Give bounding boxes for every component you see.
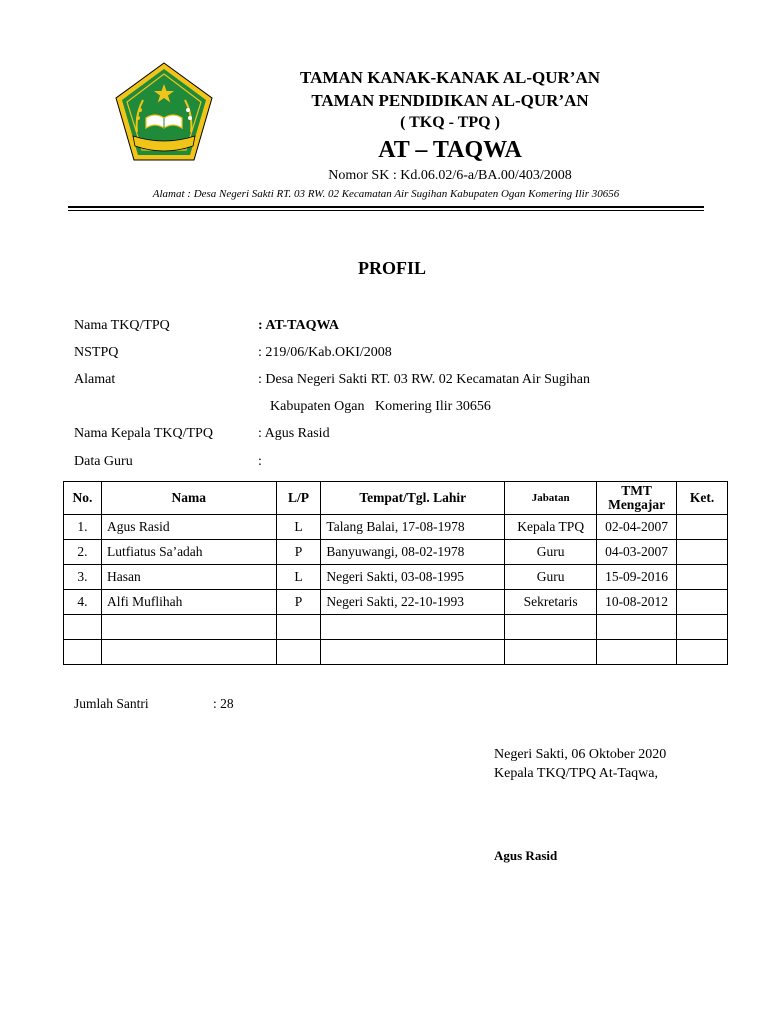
signature-role: Kepala TKQ/TPQ At-Taqwa, <box>494 766 659 781</box>
cell-tmt <box>597 615 677 640</box>
header-divider-thin <box>68 210 704 211</box>
cell-ket <box>677 565 728 590</box>
cell-no: 3. <box>64 565 102 590</box>
cell-lp <box>276 615 321 640</box>
cell-ket <box>677 590 728 615</box>
cell-lp: L <box>276 515 321 540</box>
col-header-tmt-line2: Mengajar <box>608 497 666 512</box>
cell-ket <box>677 515 728 540</box>
cell-jabatan: Guru <box>505 565 597 590</box>
cell-no: 2. <box>64 540 102 565</box>
cell-ket <box>677 540 728 565</box>
cell-tmt: 04-03-2007 <box>597 540 677 565</box>
field-value-nama: : AT-TAQWA <box>258 318 340 333</box>
cell-nama: Alfi Muflihah <box>101 590 276 615</box>
nomor-sk: Nomor SK : Kd.06.02/6-a/BA.00/403/2008 <box>328 168 572 183</box>
col-header-lp: L/P <box>276 482 321 515</box>
school-title: AT – TAQWA <box>378 137 522 163</box>
cell-nama: Hasan <box>101 565 276 590</box>
cell-nama: Lutfiatus Sa’adah <box>101 540 276 565</box>
school-name-line2: TAMAN PENDIDIKAN AL-QUR’AN <box>311 91 589 110</box>
cell-tmt <box>597 640 677 665</box>
field-value-kepala: : Agus Rasid <box>258 426 330 441</box>
field-value-guru: : <box>258 454 262 469</box>
signature-name: Agus Rasid <box>494 848 558 863</box>
col-header-ttl: Tempat/Tgl. Lahir <box>321 482 505 515</box>
jumlah-santri-label: Jumlah Santri <box>74 696 149 711</box>
cell-jabatan: Kepala TPQ <box>505 515 597 540</box>
cell-jabatan: Sekretaris <box>505 590 597 615</box>
col-header-tmt-line1: TMT <box>621 483 652 498</box>
cell-ttl: Talang Balai, 17-08-1978 <box>321 515 505 540</box>
col-header-no: No. <box>64 482 102 515</box>
cell-jabatan <box>505 640 597 665</box>
field-label-kepala: Nama Kepala TKQ/TPQ <box>74 426 213 441</box>
field-label-nstpq: NSTPQ <box>74 345 119 360</box>
col-header-tmt <box>597 482 677 515</box>
table-row <box>64 540 728 565</box>
table-row <box>64 515 728 540</box>
address-line: Alamat : Desa Negeri Sakti RT. 03 RW. 02 Kecamatan Air Sugihan Kabupaten Ogan Komering Ilir 30656 <box>152 188 620 200</box>
header-divider-thick <box>68 206 704 208</box>
teacher-table <box>63 481 728 665</box>
page-title: PROFIL <box>357 258 427 278</box>
field-label-alamat: Alamat <box>74 372 116 387</box>
cell-jabatan <box>505 615 597 640</box>
col-header-nama: Nama <box>101 482 276 515</box>
cell-tmt: 10-08-2012 <box>597 590 677 615</box>
cell-lp: P <box>276 540 321 565</box>
cell-lp: P <box>276 590 321 615</box>
table-row-empty <box>64 640 728 665</box>
cell-ttl: Negeri Sakti, 03-08-1995 <box>321 565 505 590</box>
cell-no: 4. <box>64 590 102 615</box>
cell-ttl: Negeri Sakti, 22-10-1993 <box>321 590 505 615</box>
cell-jabatan: Guru <box>505 540 597 565</box>
school-abbrev: ( TKQ - TPQ ) <box>400 114 500 131</box>
field-label-guru: Data Guru <box>74 454 133 469</box>
table-row-empty <box>64 615 728 640</box>
field-value-alamat-1: : Desa Negeri Sakti RT. 03 RW. 02 Kecamatan Air Sugihan <box>258 372 590 387</box>
field-value-nstpq: : 219/06/Kab.OKI/2008 <box>258 345 392 360</box>
cell-ttl <box>321 640 505 665</box>
field-label-nama: Nama TKQ/TPQ <box>74 318 170 333</box>
school-name-line1: TAMAN KANAK-KANAK AL-QUR’AN <box>300 68 600 87</box>
table-header-row <box>64 482 728 515</box>
cell-no <box>64 615 102 640</box>
cell-nama <box>101 640 276 665</box>
cell-tmt: 15-09-2016 <box>597 565 677 590</box>
table-row <box>64 565 728 590</box>
cell-ttl <box>321 615 505 640</box>
cell-ket <box>677 615 728 640</box>
cell-lp <box>276 640 321 665</box>
cell-ttl: Banyuwangi, 08-02-1978 <box>321 540 505 565</box>
cell-tmt: 02-04-2007 <box>597 515 677 540</box>
cell-no: 1. <box>64 515 102 540</box>
col-header-ket: Ket. <box>677 482 728 515</box>
signature-place-date: Negeri Sakti, 06 Oktober 2020 <box>494 747 667 762</box>
cell-lp: L <box>276 565 321 590</box>
cell-ket <box>677 640 728 665</box>
cell-nama <box>101 615 276 640</box>
cell-no <box>64 640 102 665</box>
table-row <box>64 590 728 615</box>
col-header-jabatan: Jabatan <box>505 482 597 515</box>
jumlah-santri-value: : 28 <box>213 696 234 711</box>
cell-nama: Agus Rasid <box>101 515 276 540</box>
field-value-alamat-2: Kabupaten Ogan Komering Ilir 30656 <box>270 399 491 414</box>
